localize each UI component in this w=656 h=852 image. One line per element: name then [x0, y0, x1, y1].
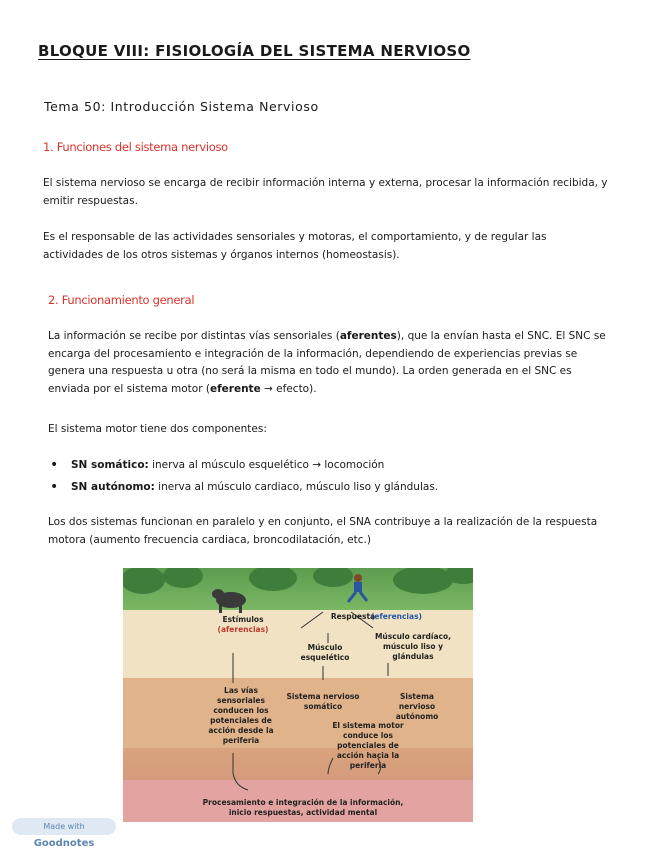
topic-title: Tema 50: Introducción Sistema Nervioso — [44, 99, 319, 114]
paragraph: La información se recibe por distintas vías sensoriales (aferentes), que la envían hasta el SNC. El SNC se encarga del procesamiento e integración de la información, dependiendo de experiencias previas se genera una respuesta u otra (no será la misma en todo el mundo). La orden generada en el SNC es enviada por el sistema motor (eferente → efecto). — [48, 330, 606, 395]
goodnotes-watermark: Made with Goodnotes — [12, 818, 116, 835]
sensory-pathways-label: Las vías sensoriales conducen los potenciales de acción desde la periferia — [208, 686, 274, 745]
paragraph: Los dos sistemas funcionan en paralelo y en conjunto, el SNA contribuye a la realización de la respuesta motora (aumento frecuencia cardiaca, broncodilatación, etc.) — [48, 516, 598, 546]
cardiac-muscle-label: Músculo cardíaco, músculo liso y glándulas — [374, 632, 452, 661]
motor-system-label: El sistema motor conduce los potenciales de acción hacia la periferia — [332, 721, 404, 770]
nervous-system-diagram — [123, 568, 473, 822]
paragraph: El sistema motor tiene dos componentes: — [48, 423, 267, 435]
paragraph: El sistema nervioso se encarga de recibir información interna y externa, procesar la información recibida, y emitir respuestas. — [43, 177, 608, 207]
response-label: Respuesta — [330, 612, 376, 621]
page-title: BLOQUE VIII: FISIOLOGÍA DEL SISTEMA NERVIOSO — [38, 42, 471, 60]
somatic-system-label: Sistema nervioso somático — [286, 692, 360, 711]
response-sub-label: (eferencias) — [371, 612, 422, 621]
skeletal-muscle-label: Músculo esquelético — [300, 643, 350, 662]
wolf-icon — [212, 589, 246, 613]
autonomic-system-label: Sistema nervioso autónomo — [395, 692, 439, 721]
bullet-list — [48, 457, 608, 501]
list-item: • SN autónomo: inerva al músculo cardiaco, músculo liso y glándulas. — [48, 479, 608, 501]
stimuli-label: Estímulos (aferencias) — [217, 615, 269, 634]
list-item: • SN somático: inerva al músculo esquelético → locomoción — [48, 457, 608, 479]
paragraph: Es el responsable de las actividades sensoriales y motoras, el comportamiento, y de regular las actividades de los otros sistemas y órganos internos (homeostasis). — [43, 231, 547, 261]
section-heading-functions: 1. Funciones del sistema nervioso — [43, 140, 228, 154]
section-heading-general: 2. Funcionamiento general — [48, 293, 195, 307]
processing-label: Procesamiento e integración de la información, inicio respuestas, actividad mental — [202, 798, 404, 817]
